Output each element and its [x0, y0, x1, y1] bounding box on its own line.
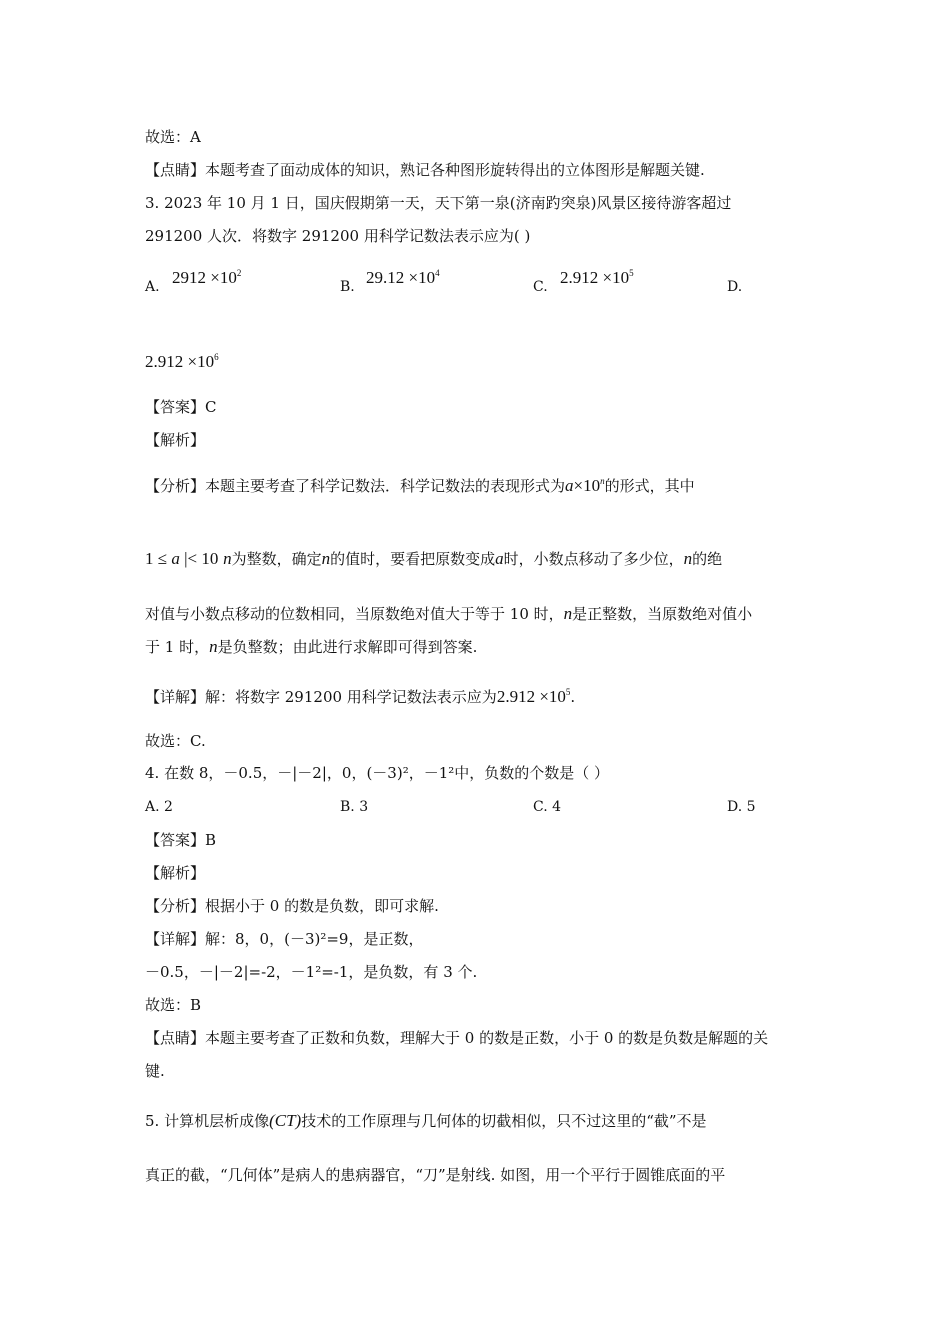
q3-option-b-value: $29.12 \times 10^4$ [366, 268, 440, 287]
q4-detail-line2: －0.5，－|－2|=-2，－1²=-1，是负数，有 3 个. [145, 963, 478, 981]
q3-option-b-letter: B. [340, 279, 355, 295]
q3-detail: 【详解】解：将数字 291200 用科学记数法表示应为$2.912 \times 10^5$. [145, 687, 576, 706]
q4-answer: 【答案】B [145, 831, 217, 849]
q4-option-a: A. 2 [145, 799, 173, 815]
q4-comment-line1: 【点睛】本题主要考查了正数和负数，理解大于 0 的数是正数，小于 0 的数是负数是解题的关 [145, 1029, 769, 1047]
q4-detail-line1: 【详解】解：8，0，(－3)²=9，是正数， [145, 930, 424, 948]
q4-stem: 4. 在数 8，－0.5，－|－2|，0，(－3)²，－1²中，负数的个数是（ ） [145, 764, 610, 782]
q5-stem-line2: 真正的截，“几何体”是病人的患病器官，“刀”是射线. 如图，用一个平行于圆锥底面的平 [145, 1166, 726, 1184]
q3-analysis-line1: 【分析】本题主要考查了科学记数法．科学记数法的表现形式为$a\times 10^n$的形式，其中 [145, 476, 695, 495]
q4-option-c: C. 4 [533, 799, 562, 815]
q3-analysis-line2: 1 ≤ a |< 10 n为整数，确定n的值时，要看把原数变成a时，小数点移动了多少位，n的绝 [145, 549, 723, 568]
q3-stem-line2: 291200 人次．将数字 291200 用科学记数法表示应为( ) [145, 227, 531, 245]
q3-option-d-value: $2.912 \times 10^6$ [145, 352, 219, 371]
q4-choose: 故选：B [145, 996, 202, 1014]
q3-stem-line1: 3. 2023 年 10 月 1 日，国庆假期第一天，天下第一泉(济南趵突泉)风景区接待游客超过 [145, 194, 732, 212]
q3-answer: 【答案】C [145, 398, 217, 416]
q4-analysis: 【分析】根据小于 0 的数是负数，即可求解. [145, 897, 439, 915]
q3-analysis-line4: 于 1 时，n是负整数；由此进行求解即可得到答案. [145, 637, 478, 656]
q4-option-d: D. 5 [727, 799, 756, 815]
q3-option-c-letter: C. [533, 279, 548, 295]
q3-analysis-line3: 对值与小数点移动的位数相同，当原数绝对值大于等于 10 时，n是正整数，当原数绝对值小 [145, 604, 753, 623]
q3-option-a-value: $2912 \times 10^2$ [172, 268, 242, 287]
q4-comment-line2: 键. [145, 1062, 165, 1080]
q4-analysis-heading: 【解析】 [145, 864, 206, 882]
q3-choose: 故选：C. [145, 732, 206, 750]
q3-option-c-value: $2.912 \times 10^5$ [560, 268, 634, 287]
q3-option-d-letter: D. [727, 279, 743, 295]
q3-analysis-heading: 【解析】 [145, 431, 206, 449]
q3-option-a-letter: A. [145, 279, 160, 295]
q2-comment: 【点睛】本题考查了面动成体的知识，熟记各种图形旋转得出的立体图形是解题关键. [145, 161, 705, 179]
q4-option-b: B. 3 [340, 799, 369, 815]
q5-stem-line1: 5. 计算机层析成像(CT)技术的工作原理与几何体的切截相似，只不过这里的“截”不是 [145, 1111, 707, 1130]
q2-choose: 故选：A [145, 128, 201, 146]
